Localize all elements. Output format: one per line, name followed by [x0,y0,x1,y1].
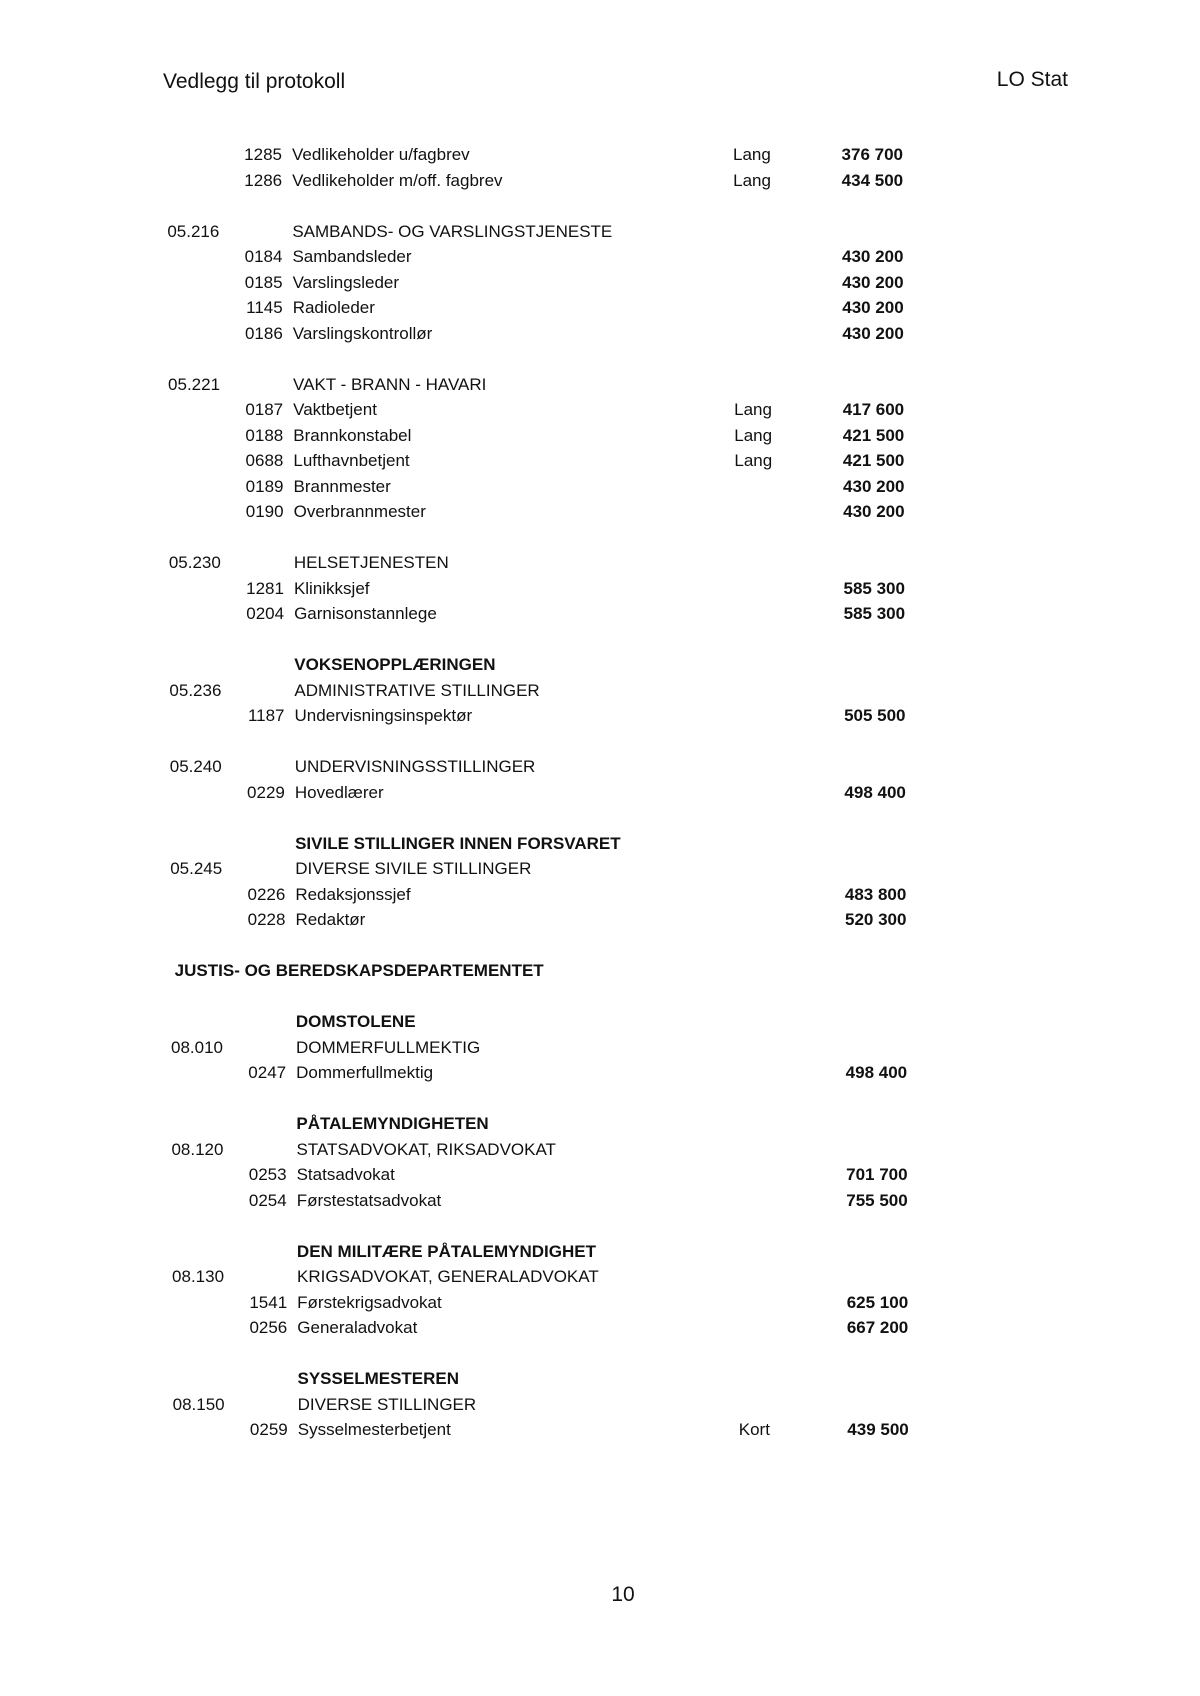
salary-amount: 483 800 [844,885,907,904]
position-code: 0256 [249,1318,288,1337]
section-title: UNDERVISNINGSSTILLINGER [294,757,536,776]
table-row [0,1418,1200,1442]
position-code: 0228 [247,910,286,929]
table-row [0,449,1200,473]
salary-amount: 430 200 [842,324,904,343]
section-code: 08.150 [172,1395,225,1414]
salary-amount: 430 200 [842,273,904,292]
group-row [0,679,1200,703]
salary-amount: 421 500 [842,451,905,470]
position-title: Varslingsleder [292,273,400,292]
salary-amount: 430 200 [843,502,905,521]
position-title: Brannkonstabel [293,426,412,445]
position-code: 0688 [245,451,284,470]
header-left-text: Vedlegg til protokoll [163,70,346,93]
position-code: 1285 [244,145,282,164]
salary-type: Lang [733,145,771,164]
group-row [0,373,1200,397]
position-title: Klinikksjef [293,579,370,598]
position-title: Overbrannmester [293,502,426,521]
table-row [0,908,1200,932]
section-code: 08.010 [171,1038,224,1057]
section-code: 05.221 [168,375,221,394]
position-code: 0185 [244,273,283,292]
position-code: 1286 [244,171,283,190]
table-row [0,704,1200,728]
table-row [0,322,1200,346]
category-heading: DOMSTOLENE [295,1012,416,1031]
position-code: 1145 [246,298,283,317]
salary-amount: 505 500 [844,706,906,725]
position-code: 0188 [245,426,284,445]
heading-row [0,832,1200,856]
salary-type: Lang [734,400,772,419]
salary-amount: 417 600 [842,400,905,419]
heading-row [0,653,1200,677]
position-title: Redaksjonssjef [295,885,411,904]
position-title: Generaladvokat [297,1318,418,1337]
table-row [0,602,1200,626]
position-title: Statsadvokat [296,1165,395,1184]
section-title: DIVERSE STILLINGER [297,1395,477,1414]
position-title: Sysselmesterbetjent [297,1420,451,1439]
category-heading: SYSSELMESTEREN [297,1369,460,1388]
section-code: 05.245 [170,859,223,878]
salary-amount: 755 500 [846,1191,908,1210]
group-row [0,220,1200,244]
section-code: 05.216 [167,222,220,241]
position-title: Vaktbetjent [293,400,377,419]
group-row [0,1393,1200,1417]
group-row [0,1036,1200,1060]
table-row [0,245,1200,269]
salary-type: Kort [738,1420,770,1439]
salary-amount: 430 200 [842,298,904,317]
salary-amount: 421 500 [842,426,905,445]
position-code: 0189 [245,477,284,496]
position-code: 0187 [245,400,284,419]
section-title: SAMBANDS- OG VARSLINGSTJENESTE [292,222,613,241]
table-row [0,398,1200,422]
group-row [0,755,1200,779]
salary-type: Lang [734,426,773,445]
category-heading: SIVILE STILLINGER INNEN FORSVARET [295,834,621,853]
table-row [0,296,1200,320]
salary-amount: 585 300 [843,579,905,598]
section-title: KRIGSADVOKAT, GENERALADVOKAT [297,1267,599,1286]
table-row [0,883,1200,907]
section-title: DIVERSE SIVILE STILLINGER [295,859,532,878]
position-title: Vedlikeholder m/off. fagbrev [292,171,503,190]
section-code: 05.240 [169,757,222,776]
salary-amount: 430 200 [843,477,905,496]
table-row [0,577,1200,601]
group-row [0,1265,1200,1289]
position-code: 0253 [248,1165,287,1184]
department-heading: JUSTIS- OG BEREDSKAPSDEPARTEMENTET [174,961,544,980]
position-code: 1541 [249,1293,288,1312]
position-code: 0184 [244,247,283,266]
position-code: 0186 [244,324,283,343]
position-code: 0254 [248,1191,287,1210]
salary-amount: 701 700 [846,1165,908,1184]
position-code: 0226 [247,885,286,904]
salary-type: Lang [733,171,771,190]
salary-amount: 585 300 [843,604,906,623]
position-title: Lufthavnbetjent [293,451,410,470]
section-title: HELSETJENESTEN [293,553,449,572]
position-code: 0259 [249,1420,288,1439]
category-heading: VOKSENOPPLÆRINGEN [294,655,496,674]
position-title: Brannmester [293,477,391,496]
position-code: 1281 [246,579,284,598]
position-code: 0247 [248,1063,287,1082]
position-title: Vedlikeholder u/fagbrev [292,145,470,164]
table-row [0,143,1200,167]
section-title: DOMMERFULLMEKTIG [296,1038,481,1057]
position-title: Sambandsleder [292,247,412,266]
salary-amount: 498 400 [845,1063,908,1082]
position-title: Radioleder [292,298,375,317]
heading-row [0,1367,1200,1391]
category-heading: DEN MILITÆRE PÅTALEMYNDIGHET [296,1242,596,1261]
position-title: Redaktør [295,910,366,929]
section-code: 08.120 [171,1140,224,1159]
position-title: Undervisningsinspektør [294,706,473,725]
section-code: 08.130 [172,1267,225,1286]
salary-amount: 439 500 [847,1420,909,1439]
salary-amount: 667 200 [846,1318,909,1337]
page-number: 10 [611,1583,635,1606]
table-row [0,1061,1200,1085]
table-row [0,1316,1200,1340]
group-row [0,551,1200,575]
position-code: 0229 [247,783,285,802]
position-code: 0190 [245,502,284,521]
salary-amount: 520 300 [844,910,907,929]
position-code: 0204 [246,604,285,623]
table-row [0,1291,1200,1315]
group-row [0,857,1200,881]
position-title: Hovedlærer [294,783,384,802]
department-row [0,959,1200,983]
section-title: VAKT - BRANN - HAVARI [293,375,487,394]
heading-row [0,1112,1200,1136]
table-row [0,1189,1200,1213]
position-title: Garnisonstannlege [294,604,437,623]
table-row [0,1163,1200,1187]
table-row [0,475,1200,499]
section-code: 05.236 [169,681,222,700]
salary-amount: 376 700 [841,145,903,164]
group-row [0,1138,1200,1162]
position-title: Dommerfullmektig [296,1063,434,1082]
header-right-text: LO Stat [996,68,1068,91]
salary-amount: 498 400 [844,783,906,802]
position-code: 1187 [247,706,285,725]
table-row [0,781,1200,805]
position-title: Varslingskontrollør [292,324,433,343]
table-row [0,500,1200,524]
salary-amount: 434 500 [841,171,904,190]
table-row [0,271,1200,295]
section-code: 05.230 [168,553,221,572]
table-row [0,169,1200,193]
heading-row [0,1010,1200,1034]
table-row [0,424,1200,448]
salary-amount: 430 200 [842,247,904,266]
section-title: STATSADVOKAT, RIKSADVOKAT [296,1140,556,1159]
salary-type: Lang [734,451,773,470]
position-title: Førstekrigsadvokat [297,1293,442,1312]
salary-amount: 625 100 [846,1293,909,1312]
heading-row [0,1240,1200,1264]
section-title: ADMINISTRATIVE STILLINGER [294,681,540,700]
position-title: Førstestatsadvokat [296,1191,442,1210]
category-heading: PÅTALEMYNDIGHETEN [296,1114,489,1133]
